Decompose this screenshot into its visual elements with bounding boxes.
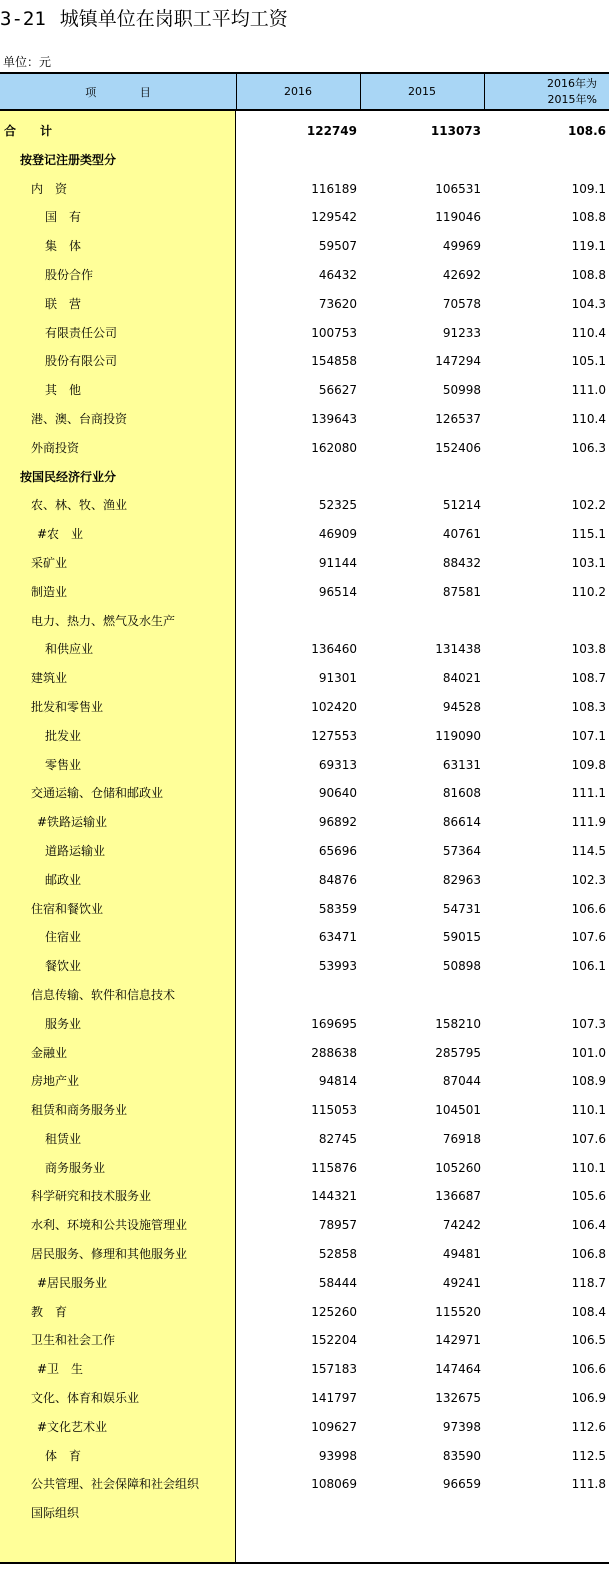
cell-2016: 100753 — [311, 325, 357, 340]
cell-ratio: 106.8 — [571, 1247, 606, 1262]
cell-2016: 169695 — [311, 1016, 357, 1031]
cell-2015: 113073 — [430, 124, 481, 138]
cell-2015: 50898 — [442, 959, 481, 974]
cell-2015: 82963 — [442, 872, 481, 887]
cell-ratio: 103.8 — [571, 642, 606, 657]
table-row — [0, 463, 609, 492]
table-row — [0, 232, 609, 261]
cell-2016: 91144 — [318, 555, 357, 570]
row-label: #文化艺术业 — [37, 1419, 108, 1434]
cell-2015: 49969 — [442, 239, 481, 254]
cell-ratio: 110.1 — [571, 1160, 606, 1175]
cell-2016: 59507 — [318, 239, 357, 254]
row-label: 外商投资 — [31, 440, 80, 455]
cell-2015: 106531 — [435, 181, 481, 196]
cell-ratio: 109.8 — [571, 757, 606, 772]
row-label: #农 业 — [37, 527, 84, 542]
cell-ratio: 107.6 — [571, 1131, 606, 1146]
cell-ratio: 106.6 — [571, 901, 606, 916]
cell-ratio: 110.4 — [571, 325, 606, 340]
cell-ratio: 108.9 — [571, 1074, 606, 1089]
row-label: 租赁和商务服务业 — [31, 1103, 128, 1118]
cell-2016: 56627 — [318, 383, 357, 398]
cell-2016: 53993 — [318, 959, 357, 974]
table-row — [0, 1096, 609, 1125]
row-label: 内 资 — [31, 181, 68, 196]
table-body — [0, 117, 609, 1528]
cell-2016: 46432 — [318, 267, 357, 282]
cell-2016: 108069 — [311, 1477, 357, 1492]
row-label: 科学研究和技术服务业 — [31, 1189, 152, 1204]
cell-2015: 97398 — [442, 1419, 481, 1434]
table-row — [0, 664, 609, 693]
row-label: 体 育 — [45, 1448, 82, 1463]
cell-2016: 288638 — [311, 1045, 357, 1060]
cell-2015: 84021 — [442, 671, 481, 686]
cell-2015: 83590 — [442, 1448, 481, 1463]
row-label: 水利、环境和公共设施管理业 — [31, 1218, 188, 1233]
cell-ratio: 105.1 — [571, 354, 606, 369]
table-row — [0, 1384, 609, 1413]
row-label: 股份合作 — [45, 267, 94, 282]
cell-2016: 90640 — [318, 786, 357, 801]
cell-2015: 87581 — [442, 584, 481, 599]
cell-ratio: 110.2 — [571, 584, 606, 599]
cell-2016: 102420 — [311, 699, 357, 714]
table-row — [0, 635, 609, 664]
row-label: #居民服务业 — [37, 1275, 108, 1290]
row-label: #铁路运输业 — [37, 815, 108, 830]
cell-ratio: 106.6 — [571, 1362, 606, 1377]
cell-ratio: 108.8 — [571, 267, 606, 282]
table-row — [0, 1125, 609, 1154]
table-row — [0, 1442, 609, 1471]
row-label: 联 营 — [45, 296, 82, 311]
cell-2016: 52325 — [318, 498, 357, 513]
cell-2015: 115520 — [435, 1304, 481, 1319]
table-row — [0, 117, 609, 146]
table-title: 城镇单位在岗职工平均工资 — [59, 8, 288, 30]
cell-ratio: 101.0 — [571, 1045, 606, 1060]
cell-2016: 73620 — [318, 296, 357, 311]
cell-2015: 70578 — [442, 296, 481, 311]
cell-2016: 127553 — [311, 728, 357, 743]
cell-2016: 154858 — [311, 354, 357, 369]
cell-ratio: 103.1 — [571, 555, 606, 570]
table-row — [0, 1499, 609, 1528]
cell-ratio: 107.6 — [571, 930, 606, 945]
row-label: 零售业 — [45, 757, 82, 772]
row-label: 批发和零售业 — [31, 699, 104, 714]
cell-ratio: 111.8 — [571, 1477, 606, 1492]
cell-2016: 152204 — [311, 1333, 357, 1348]
row-label: 建筑业 — [31, 671, 68, 686]
cell-2015: 81608 — [442, 786, 481, 801]
table-row — [0, 520, 609, 549]
row-label: 有限责任公司 — [45, 325, 118, 340]
cell-2015: 104501 — [435, 1103, 481, 1118]
cell-ratio: 111.0 — [571, 383, 606, 398]
row-label: 股份有限公司 — [45, 354, 118, 369]
row-label: 公共管理、社会保障和社会组织 — [31, 1477, 200, 1492]
cell-2016: 109627 — [311, 1419, 357, 1434]
cell-2016: 46909 — [318, 527, 357, 542]
page-title — [0, 4, 288, 34]
table-row — [0, 722, 609, 751]
cell-2016: 65696 — [318, 843, 357, 858]
cell-ratio: 102.3 — [571, 872, 606, 887]
table-row — [0, 175, 609, 204]
cell-2016: 58444 — [318, 1275, 357, 1290]
cell-2016: 129542 — [311, 210, 357, 225]
cell-ratio: 107.1 — [571, 728, 606, 743]
cell-2016: 116189 — [311, 181, 357, 196]
cell-ratio: 104.3 — [571, 296, 606, 311]
row-label: 按登记注册类型分 — [20, 152, 117, 167]
table-row — [0, 1240, 609, 1269]
cell-ratio: 118.7 — [571, 1275, 606, 1290]
table-row — [0, 1211, 609, 1240]
table-header — [0, 72, 609, 111]
cell-2016: 52858 — [318, 1247, 357, 1262]
header-2015: 2015 — [408, 85, 436, 98]
header-ratio-line1: 2016年为 — [547, 76, 597, 90]
cell-2015: 87044 — [442, 1074, 481, 1089]
header-item: 项 目 — [85, 85, 171, 99]
row-label: 道路运输业 — [45, 843, 106, 858]
table-row — [0, 434, 609, 463]
header-2016: 2016 — [284, 85, 312, 98]
cell-2016: 96892 — [318, 815, 357, 830]
row-label: 集 体 — [45, 239, 82, 254]
table-row — [0, 1326, 609, 1355]
cell-ratio: 108.6 — [568, 124, 606, 138]
row-label: 商务服务业 — [45, 1160, 106, 1175]
cell-ratio: 112.5 — [571, 1448, 606, 1463]
table-row — [0, 808, 609, 837]
row-label: 居民服务、修理和其他服务业 — [31, 1247, 188, 1262]
cell-2015: 152406 — [435, 440, 481, 455]
cell-2015: 131438 — [435, 642, 481, 657]
cell-2015: 285795 — [435, 1045, 481, 1060]
row-label: 邮政业 — [45, 872, 82, 887]
row-label: 按国民经济行业分 — [20, 469, 117, 484]
cell-2015: 158210 — [435, 1016, 481, 1031]
row-label: 餐饮业 — [45, 959, 82, 974]
cell-2016: 96514 — [318, 584, 357, 599]
cell-2015: 88432 — [442, 555, 481, 570]
cell-2015: 94528 — [442, 699, 481, 714]
table-row — [0, 693, 609, 722]
cell-2015: 74242 — [442, 1218, 481, 1233]
table-row — [0, 578, 609, 607]
cell-2015: 49241 — [442, 1275, 481, 1290]
cell-2016: 94814 — [318, 1074, 357, 1089]
cell-ratio: 115.1 — [571, 527, 606, 542]
cell-2016: 125260 — [311, 1304, 357, 1319]
row-label: #卫 生 — [37, 1362, 84, 1377]
cell-2016: 82745 — [318, 1131, 357, 1146]
cell-2015: 51214 — [442, 498, 481, 513]
table-row — [0, 923, 609, 952]
table-row — [0, 347, 609, 376]
cell-2016: 63471 — [318, 930, 357, 945]
table-row — [0, 290, 609, 319]
cell-2016: 78957 — [318, 1218, 357, 1233]
cell-2016: 162080 — [311, 440, 357, 455]
cell-2015: 86614 — [442, 815, 481, 830]
cell-2015: 76918 — [442, 1131, 481, 1146]
cell-2015: 49481 — [442, 1247, 481, 1262]
cell-2016: 136460 — [311, 642, 357, 657]
table-row — [0, 1154, 609, 1183]
cell-ratio: 106.5 — [571, 1333, 606, 1348]
cell-2016: 69313 — [318, 757, 357, 772]
row-label: 制造业 — [31, 584, 68, 599]
cell-ratio: 108.8 — [571, 210, 606, 225]
cell-ratio: 111.9 — [571, 815, 606, 830]
cell-ratio: 106.4 — [571, 1218, 606, 1233]
cell-ratio: 112.6 — [571, 1419, 606, 1434]
cell-ratio: 111.1 — [571, 786, 606, 801]
row-label: 电力、热力、燃气及水生产 — [31, 613, 176, 628]
table-row — [0, 1355, 609, 1384]
table-row — [0, 1182, 609, 1211]
row-label: 农、林、牧、渔业 — [31, 498, 128, 513]
cell-2015: 63131 — [442, 757, 481, 772]
table-row — [0, 1039, 609, 1068]
table-row — [0, 952, 609, 981]
cell-ratio: 107.3 — [571, 1016, 606, 1031]
table-row — [0, 981, 609, 1010]
cell-2015: 119090 — [435, 728, 481, 743]
table-bottom-rule — [0, 1562, 609, 1564]
cell-2015: 42692 — [442, 267, 481, 282]
cell-2015: 119046 — [435, 210, 481, 225]
header-ratio-line2: 2015年% — [547, 92, 597, 106]
unit-label: 单位：元 — [3, 55, 52, 69]
row-label: 交通运输、仓储和邮政业 — [31, 786, 164, 801]
table-row — [0, 319, 609, 348]
row-label: 房地产业 — [31, 1074, 80, 1089]
row-label: 合 计 — [4, 124, 53, 138]
row-label: 批发业 — [45, 728, 82, 743]
cell-ratio: 110.1 — [571, 1103, 606, 1118]
cell-2015: 91233 — [442, 325, 481, 340]
table-row — [0, 1067, 609, 1096]
table-row — [0, 837, 609, 866]
row-label: 教 育 — [31, 1304, 68, 1319]
cell-2015: 50998 — [442, 383, 481, 398]
row-label: 和供应业 — [45, 642, 94, 657]
table-row — [0, 203, 609, 232]
row-label: 国 有 — [45, 210, 82, 225]
cell-2016: 91301 — [318, 671, 357, 686]
table-row — [0, 146, 609, 175]
cell-ratio: 110.4 — [571, 411, 606, 426]
table-row — [0, 405, 609, 434]
cell-2015: 136687 — [435, 1189, 481, 1204]
cell-ratio: 106.9 — [571, 1391, 606, 1406]
row-label: 租赁业 — [45, 1131, 82, 1146]
table-row — [0, 1298, 609, 1327]
cell-2016: 141797 — [311, 1391, 357, 1406]
table-row — [0, 1010, 609, 1039]
row-label: 信息传输、软件和信息技术 — [31, 987, 176, 1002]
table-row — [0, 491, 609, 520]
cell-ratio: 105.6 — [571, 1189, 606, 1204]
cell-2015: 105260 — [435, 1160, 481, 1175]
cell-2015: 54731 — [442, 901, 481, 916]
cell-2016: 144321 — [311, 1189, 357, 1204]
cell-2016: 157183 — [311, 1362, 357, 1377]
table-row — [0, 1470, 609, 1499]
table-row — [0, 895, 609, 924]
cell-2016: 122749 — [306, 124, 357, 138]
cell-ratio: 108.4 — [571, 1304, 606, 1319]
table-row — [0, 1413, 609, 1442]
row-label: 服务业 — [45, 1016, 82, 1031]
table-row — [0, 866, 609, 895]
cell-ratio: 119.1 — [571, 239, 606, 254]
table-row — [0, 1269, 609, 1298]
cell-2016: 139643 — [311, 411, 357, 426]
table-row — [0, 751, 609, 780]
row-label: 金融业 — [31, 1045, 68, 1060]
row-label: 住宿业 — [45, 930, 82, 945]
table-row — [0, 261, 609, 290]
row-label: 国际组织 — [31, 1506, 80, 1521]
row-label: 港、澳、台商投资 — [31, 411, 128, 426]
cell-2016: 115053 — [311, 1103, 357, 1118]
cell-ratio: 109.1 — [571, 181, 606, 196]
cell-2015: 126537 — [435, 411, 481, 426]
cell-2015: 40761 — [442, 527, 481, 542]
table-row — [0, 779, 609, 808]
row-label: 其 他 — [45, 383, 82, 398]
table-row — [0, 607, 609, 636]
cell-2015: 59015 — [442, 930, 481, 945]
cell-2015: 142971 — [435, 1333, 481, 1348]
cell-ratio: 102.2 — [571, 498, 606, 513]
cell-ratio: 106.1 — [571, 959, 606, 974]
row-label: 卫生和社会工作 — [31, 1333, 116, 1348]
cell-2015: 147294 — [435, 354, 481, 369]
cell-2016: 58359 — [318, 901, 357, 916]
header-ratio — [485, 74, 609, 109]
cell-2015: 132675 — [435, 1391, 481, 1406]
table-row — [0, 549, 609, 578]
row-label: 住宿和餐饮业 — [31, 901, 104, 916]
cell-2016: 84876 — [318, 872, 357, 887]
cell-ratio: 106.3 — [571, 440, 606, 455]
cell-ratio: 108.3 — [571, 699, 606, 714]
cell-2015: 147464 — [435, 1362, 481, 1377]
cell-2016: 93998 — [318, 1448, 357, 1463]
row-label: 文化、体育和娱乐业 — [31, 1391, 140, 1406]
cell-ratio: 108.7 — [571, 671, 606, 686]
cell-2015: 57364 — [442, 843, 481, 858]
cell-2015: 96659 — [442, 1477, 481, 1492]
cell-ratio: 114.5 — [571, 843, 606, 858]
table-number: 3-21 — [0, 8, 46, 30]
row-label: 采矿业 — [31, 555, 68, 570]
table-row — [0, 376, 609, 405]
cell-2016: 115876 — [311, 1160, 357, 1175]
